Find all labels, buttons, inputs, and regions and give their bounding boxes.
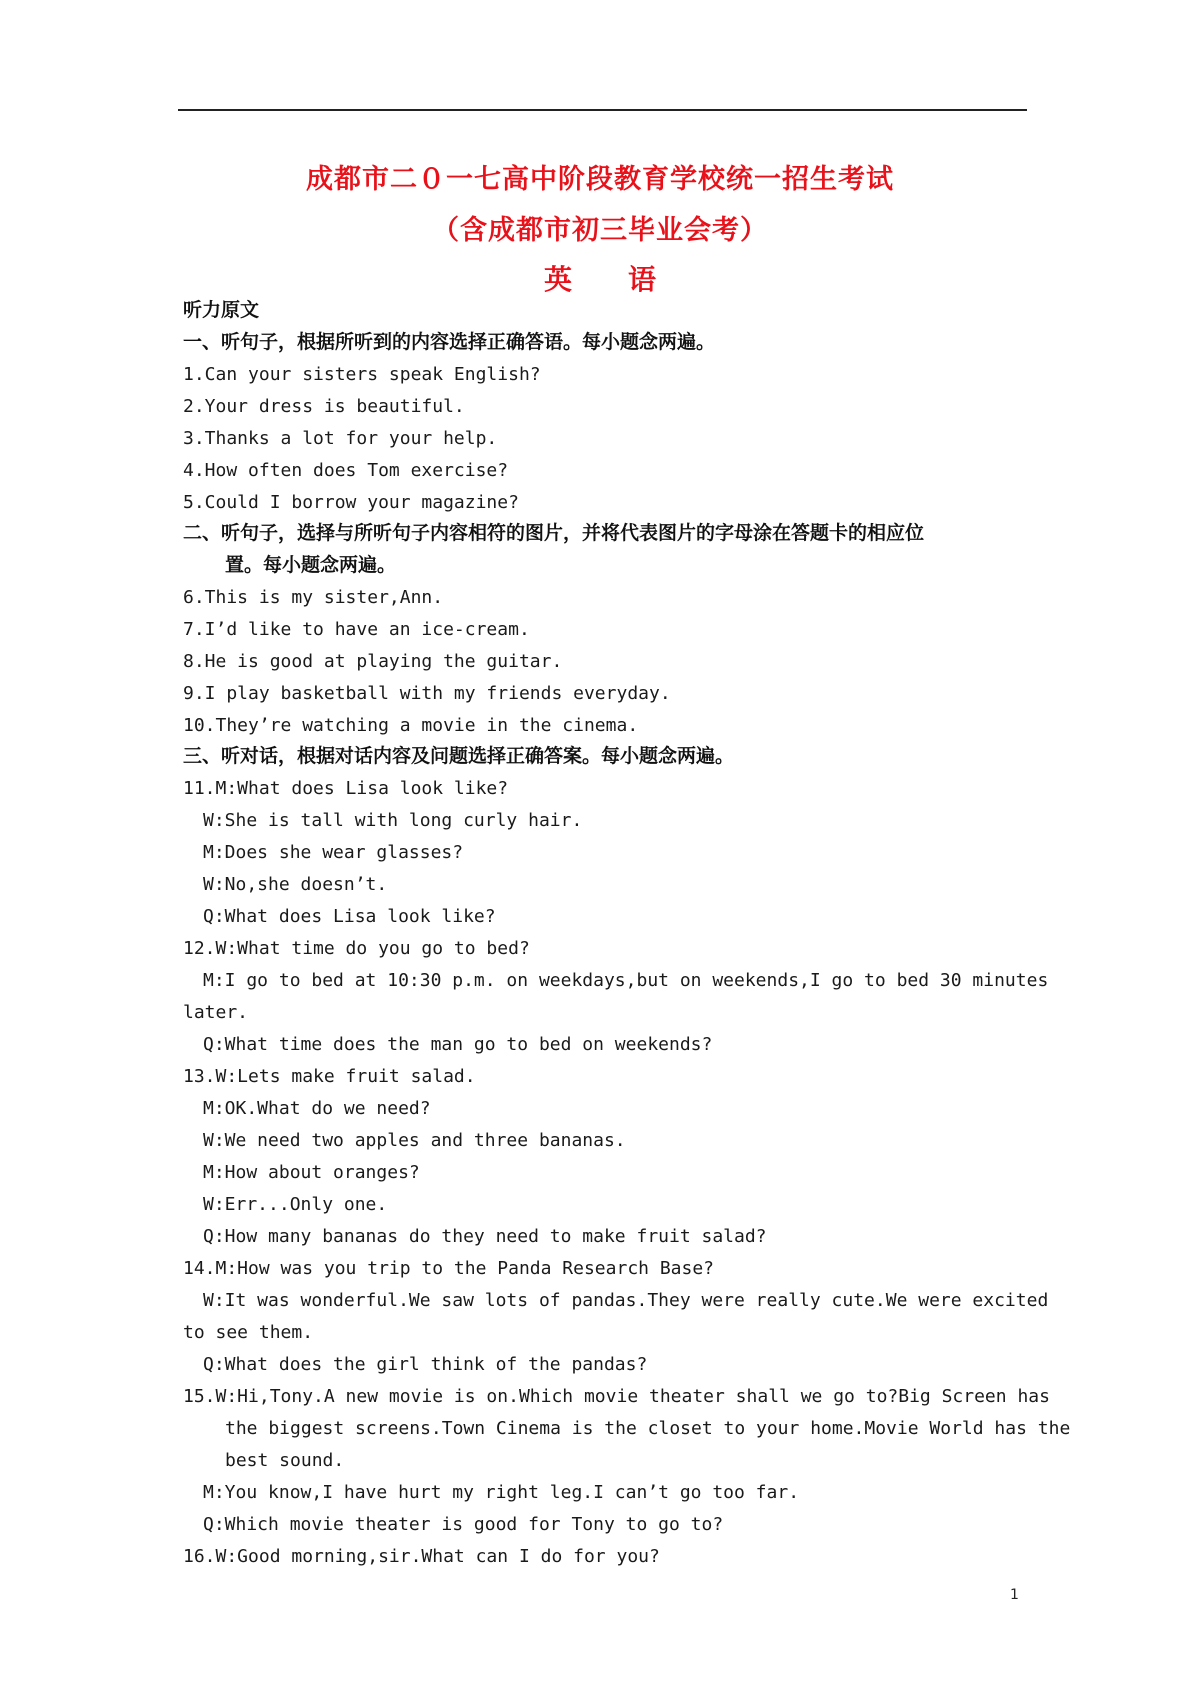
question-line: 10.They’re watching a movie in the cinema. xyxy=(183,715,639,736)
section-label: 听力原文 xyxy=(183,299,260,321)
dialogue-line: 13.W:Lets make fruit salad. xyxy=(183,1066,476,1087)
dialogue-line: later. xyxy=(183,1002,249,1023)
question-line: 7.I’d like to have an ice-cream. xyxy=(183,619,530,640)
question-line: 6.This is my sister,Ann. xyxy=(183,587,444,608)
dialogue-line: W:No,she doesn’t. xyxy=(203,874,388,895)
question-line: 2.Your dress is beautiful. xyxy=(183,396,465,417)
dialogue-line: 11.M:What does Lisa look like? xyxy=(183,778,509,799)
question-line: 8.He is good at playing the guitar. xyxy=(183,651,563,672)
dialogue-line: M:Does she wear glasses? xyxy=(203,842,464,863)
dialogue-line: to see them. xyxy=(183,1322,314,1343)
question-line: 3.Thanks a lot for your help. xyxy=(183,428,498,449)
dialogue-line: M:OK.What do we need? xyxy=(203,1098,431,1119)
page-number: 1 xyxy=(1010,1587,1019,1603)
question-line: 5.Could I borrow your magazine? xyxy=(183,492,519,513)
question-line: 4.How often does Tom exercise? xyxy=(183,460,509,481)
dialogue-line: Q:What does the girl think of the pandas? xyxy=(203,1354,648,1375)
dialogue-line: 15.W:Hi,Tony.A new movie is on.Which movie theater shall we go to?Big Screen has xyxy=(183,1386,1050,1407)
dialogue-line: 16.W:Good morning,sir.What can I do for you? xyxy=(183,1546,660,1567)
part2-heading: 二、听句子，选择与所听句子内容相符的图片，并将代表图片的字母涂在答题卡的相应位 xyxy=(183,522,925,544)
question-line: 9.I play basketball with my friends everyday. xyxy=(183,683,671,704)
subject-char-1: 英 xyxy=(543,263,572,296)
dialogue-line: W:It was wonderful.We saw lots of pandas.They were really cute.We were excited xyxy=(203,1290,1049,1311)
dialogue-line: M:How about oranges? xyxy=(203,1162,420,1183)
part1-heading: 一、听句子，根据所听到的内容选择正确答语。每小题念两遍。 xyxy=(183,331,716,353)
dialogue-line: the biggest screens.Town Cinema is the closet to your home.Movie World has the xyxy=(225,1418,1071,1439)
top-rule xyxy=(178,109,1027,111)
dialogue-line: 14.M:How was you trip to the Panda Research Base? xyxy=(183,1258,715,1279)
dialogue-line: Q:What time does the man go to bed on weekends? xyxy=(203,1034,713,1055)
dialogue-line: M:I go to bed at 10:30 p.m. on weekdays,but on weekends,I go to bed 30 minutes xyxy=(203,970,1049,991)
question-line: 1.Can your sisters speak English? xyxy=(183,364,541,385)
exam-title: 成都市二０一七高中阶段教育学校统一招生考试 xyxy=(306,164,894,195)
dialogue-line: Q:Which movie theater is good for Tony to go to? xyxy=(203,1514,724,1535)
dialogue-line: 12.W:What time do you go to bed? xyxy=(183,938,530,959)
dialogue-line: W:Err...Only one. xyxy=(203,1194,388,1215)
dialogue-line: M:You know,I have hurt my right leg.I can’t go too far. xyxy=(203,1482,800,1503)
dialogue-line: Q:What does Lisa look like? xyxy=(203,906,496,927)
subject-char-2: 语 xyxy=(628,263,657,296)
dialogue-line: W:We need two apples and three bananas. xyxy=(203,1130,626,1151)
subject-title xyxy=(0,258,1200,298)
exam-subtitle: （含成都市初三毕业会考） xyxy=(432,215,768,246)
dialogue-line: W:She is tall with long curly hair. xyxy=(203,810,583,831)
dialogue-line: Q:How many bananas do they need to make fruit salad? xyxy=(203,1226,767,1247)
part3-heading: 三、听对话，根据对话内容及问题选择正确答案。每小题念两遍。 xyxy=(183,745,735,767)
dialogue-line: best sound. xyxy=(225,1450,345,1471)
part2-heading-cont: 置。每小题念两遍。 xyxy=(225,554,397,576)
